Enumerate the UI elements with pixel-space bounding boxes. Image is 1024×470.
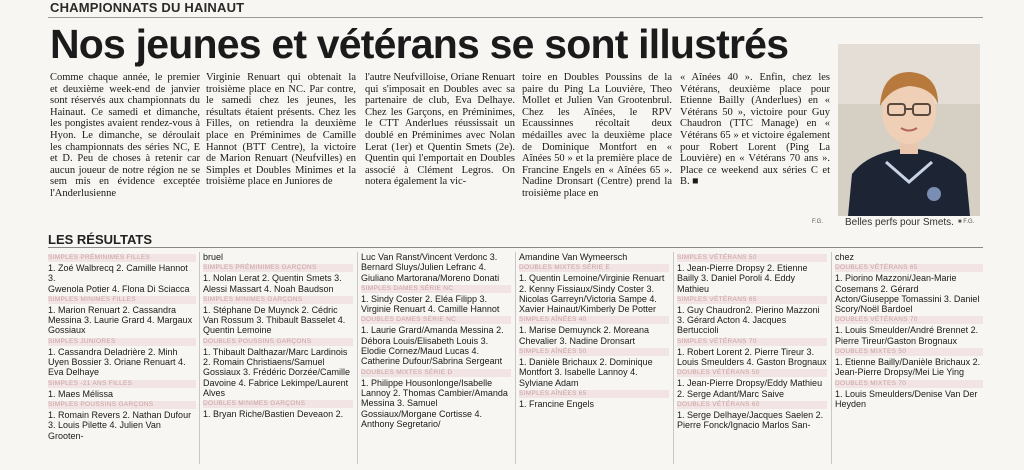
results-line: 1. Jean-Pierre Dropsy 2. Etienne Bailly 3. Daniel Poroli 4. Eddy Mathieu	[677, 263, 808, 294]
results-rule	[48, 247, 983, 248]
headline: Nos jeunes et vétérans se sont illustrés	[50, 21, 789, 67]
photo-young-player	[838, 44, 980, 216]
results-category: DOUBLES MINIMES GARÇONS	[203, 400, 353, 408]
results-line: bruel	[203, 252, 224, 262]
results-category: DOUBLES MIXTES SÉRIE D	[361, 369, 511, 377]
results-line: 1. Laurie Grard/Amanda Messina 2. Débora Louis/Elisabeth Louis 3. Elodie Cornez/Maud Lucas 4. Catherine Dufour/Sabrina Sergeant	[361, 325, 504, 367]
results-line: 1. Etienne Bailly/Danièle Brichaux 2. Jean-Pierre Dropsy/Mei Lie Ying	[835, 357, 981, 378]
results-category: SIMPLES -21 ANS FILLES	[48, 380, 196, 388]
article-column-5: « Aînées 40 ». Enfin, chez les Vétérans, deuxième place pour Etienne Bailly (Anderlues) en « Vétérans 50 », victoire pour Guy Chaudron (TTC Manage) en « Vétérans 65 » et victoire également pour Robert Lorent (Ping La Louvière) en « Vétérans 70 ans ». Place ce weekend aux séries C et B. ■	[680, 72, 830, 188]
results-category: DOUBLES VÉTÉRANS 60	[677, 401, 827, 409]
results-line: 1. Nolan Lerat 2. Quentin Smets 3. Alessi Massart 4. Noah Baudson	[203, 273, 342, 294]
column-divider	[515, 252, 516, 464]
results-line: Gwenola Potier 4. Flona Di Sciacca	[48, 283, 190, 294]
article-column-1: Comme chaque année, le premier et deuxième week-end de janvier sont réservés aux championnats du Hainaut. Ce samedi et dimanche, les pongistes avaient rendez-vous à Hyon. Le dimanche, se déroulait les championnats des séries NC, E et D. Peu de choses à retenir car aucun joueur de notre région ne se sem mis en évidence exceptée l'Anderlusienne	[50, 72, 200, 199]
results-category: DOUBLES VÉTÉRANS 50	[677, 369, 827, 377]
results-line: 1. Danièle Brichaux 2. Dominique Montfort 3. Isabelle Lannoy 4. Sylviane Adam	[519, 357, 653, 388]
results-category: DOUBLES VÉTÉRANS 70	[835, 316, 983, 324]
results-category: SIMPLES AÎNÉES 50	[519, 348, 669, 356]
results-line: 1. Francine Engels	[519, 398, 595, 409]
results-line: 1. Serge Delhaye/Jacques Saelen 2. Pierre Fonck/Ignacio Marlos San-	[677, 409, 824, 431]
photo-caption: Belles perfs pour Smets.	[845, 217, 954, 228]
results-line: 1. Thibault Dalthazar/Marc Lardinois 2. Romain Christiaens/Samuel Gossiaux 3. Frédéric Dorzée/Camille Davoine 4. Fabrice Lekimpe/Laurent Alves	[203, 346, 351, 398]
results-line: 1. Robert Lorent 2. Pierre Tireur 3. Louis Smeulders 4. Gaston Brognaux	[677, 346, 827, 368]
results-category: SIMPLES VÉTÉRANS 50	[677, 254, 827, 262]
results-column-2	[203, 252, 353, 420]
photo-credit-left: F.G.	[812, 219, 824, 225]
results-line: 1. Louis Smeulder/André Brennet 2. Pierre Tireur/Gaston Brognaux	[835, 325, 979, 346]
results-line: 1. Stéphane De Muynck 2. Cédric Van Rossum 3. Thibault Basselet 4. Quentin Lemoine	[203, 304, 346, 336]
results-line: 1. Sindy Coster 2. Eléa Filipp 3. Virginie Renuart 4. Camille Hannot	[361, 293, 500, 315]
article-column-4: toire en Doubles Poussins de la paire du Ping La Louvière, Theo Mollet et Julien Van Grootenbrul. Chez les Aînées, le RPV Ecaussinnes récoltait deux médailles avec la deuxième place de Dominique Montfort en « Aînées 50 » et la première place de Francine Engels en « Aînées 65 ». Nadine Dronsart (Centre) prend la troisième place en	[522, 72, 672, 199]
results-line: 1. Jean-Pierre Dropsy/Eddy Mathieu 2. Serge Adant/Marc Saive	[677, 378, 823, 399]
results-line: 1. Marion Renuart 2. Cassandra Messina 3. Laurie Grard 4. Margaux Gossiaux	[48, 304, 193, 336]
column-divider	[357, 252, 358, 464]
results-title: LES RÉSULTATS	[48, 232, 152, 247]
results-column-5	[677, 252, 827, 431]
results-category: DOUBLES MIXTES 70	[835, 380, 983, 388]
results-category: DOUBLES MIXTES SÉRIE E	[519, 264, 669, 272]
article-column-2: Virginie Renuart qui obtenait la troisième place en NC. Par contre, le samedi chez les jeunes, les résultats étaient présents. Chez les Filles, on retiendra la deuxième place en Préminimes de Camille Hannot (BTT Centre), la victoire de Marion Renuart (Neufvilles) en Simples et Doubles Minimes et la troisième place en Juniores de	[206, 72, 356, 188]
column-divider	[831, 252, 832, 464]
results-category: DOUBLES DAMES SÉRIE NC	[361, 316, 511, 324]
results-column-1	[48, 252, 196, 441]
results-line: 1. Quentin Lemoine/Virginie Renuart 2. Kenny Fissiaux/Sindy Coster 3. Nicolas Garreyn/Victoria Sampe 4. Xavier Hainaut/Kimberly De Potter	[519, 273, 665, 315]
results-line: 1. Piorino Mazzoni/Jean-Marie Cosemans 2. Gérard Acton/Giuseppe Tomassini 3. Daniel Scory/Noël Bardoel	[835, 273, 980, 315]
results-column-3	[361, 252, 511, 429]
results-category: SIMPLES POUSSINS GARÇONS	[48, 401, 196, 409]
results-category: SIMPLES PRÉMINIMES FILLES	[48, 254, 196, 262]
column-divider	[199, 252, 200, 464]
article-column-3: l'autre Neufvilloise, Oriane Renuart qui s'imposait en Doubles avec sa partenaire de club, Eva Delhaye. Chez les Garçons, en Préminimes, le CTT Anderlues réussissait un doublé en Préminimes avec Nolan Lerat (1er) et Quentin Smets (2e). Quentin qui l'emportait en Doubles associé à Clément Legros. On notera également la vic-	[365, 72, 516, 188]
results-line: chez	[835, 252, 855, 262]
portrait-illustration	[838, 44, 980, 216]
results-line: Amandine Van Wymeersch	[519, 252, 628, 262]
photo-credit-right: ■ F.G.	[958, 219, 975, 225]
results-line: 1. Zoé Walbrecq 2. Camille Hannot 3.	[48, 263, 188, 284]
results-line: Luc Van Ranst/Vincent Verdonc 3. Bernard Sluys/Julien Lefranc 4. Giuliano Martorana/Moreno Donati	[361, 252, 500, 283]
results-category: SIMPLES AÎNÉES 65	[519, 390, 669, 398]
results-line: 1. Louis Smeulders/Denise Van Der Heyden	[835, 388, 978, 409]
results-line: 1. Guy Chaudron2. Pierino Mazzoni 3. Gérard Acton 4. Jacques Bertuccioli	[677, 304, 820, 336]
results-category: SIMPLES JUNIORES	[48, 338, 196, 346]
results-line: 1. Cassandra Deladrière 2. Minh Uyen Bossier 3. Oriane Renuart 4. Eva Delhaye	[48, 346, 186, 378]
results-column-6	[835, 252, 983, 409]
results-category: SIMPLES MINIMES GARÇONS	[203, 296, 353, 304]
results-line: 1. Bryan Riche/Bastien Deveaon 2.	[203, 409, 344, 420]
results-line: 1. Marise Demuynck 2. Moreana Chevalier 3. Nadine Dronsart	[519, 325, 650, 346]
results-category: SIMPLES PRÉMINIMES GARÇONS	[203, 264, 353, 272]
results-line: 1. Romain Revers 2. Nathan Dufour 3. Louis Pilette 4. Julien Van Grooten-	[48, 409, 192, 441]
results-line: 1. Philippe Housonlonge/Isabelle Lannoy 2. Thomas Cambier/Amanda Messina 3. Samuel Gossiaux/Morgane Cortisse 4. Anthony Segretario/	[361, 377, 508, 429]
results-line: 1. Maes Mélissa	[48, 388, 114, 399]
results-category: SIMPLES VÉTÉRANS 70	[677, 338, 827, 346]
results-category: SIMPLES VÉTÉRANS 65	[677, 296, 827, 304]
top-rule	[48, 17, 983, 18]
results-category: SIMPLES DAMES SÉRIE NC	[361, 285, 511, 293]
results-column-4	[519, 252, 669, 409]
kicker: CHAMPIONNATS DU HAINAUT	[50, 0, 245, 15]
results-category: SIMPLES MINIMES FILLES	[48, 296, 196, 304]
results-category: SIMPLES AÎNÉES 40	[519, 316, 669, 324]
results-category: DOUBLES POUSSINS GARÇONS	[203, 338, 353, 346]
results-category: DOUBLES MIXTES 50	[835, 348, 983, 356]
column-divider	[673, 252, 674, 464]
results-category: DOUBLES VÉTÉRANS 65	[835, 264, 983, 272]
